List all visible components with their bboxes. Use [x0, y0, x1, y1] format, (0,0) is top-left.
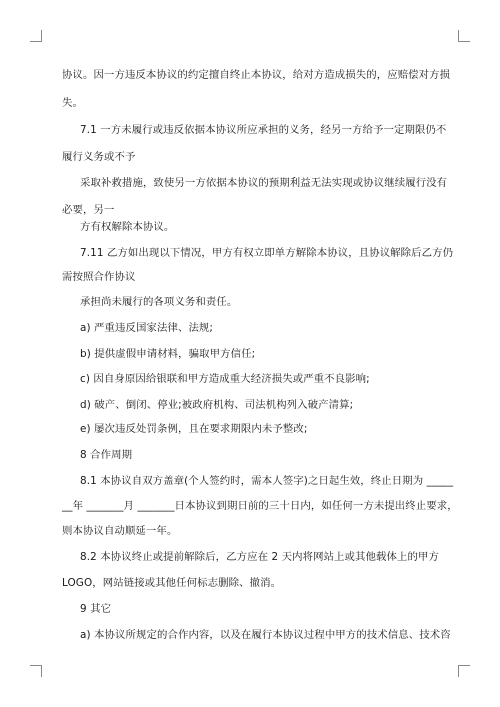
text-line: 7.11 乙方如出现以下情况，甲方有权立即单方解除本协议，且协议解除后乙方仍 [80, 247, 454, 259]
text-line: a) 本协议所规定的合作内容，以及在履行本协议过程中甲方的技术信息、技术咨 [80, 629, 451, 641]
text-line: a) 严重违反国家法律、法规; [80, 322, 214, 334]
text-line: 8.1 本协议自双方盖章(个人签约时，需本人签字)之日起生效，终止日期为 _____ [80, 475, 454, 487]
text-line: d) 破产、倒闭、停业;被政府机构、司法机构列入破产清算; [80, 399, 354, 411]
text-line: 7.1 一方未履行或违反依据本协议所应承担的义务，经另一方给予一定期限仍不 [80, 124, 447, 136]
crop-mark-bottom-left [30, 665, 42, 677]
text-line: 方有权解除本协议。 [80, 221, 175, 233]
text-line: 承担尚未履行的各项义务和责任。 [80, 296, 238, 308]
text-line: LOGO，网站链接或其他任何标志删除、撤消。 [62, 577, 282, 589]
section-heading: 9 其它 [80, 603, 112, 615]
text-line: 8.2 本协议终止或提前解除后，乙方应在 2 天内将网站上或其他载体上的甲方 [80, 551, 439, 563]
crop-mark-top-right [458, 30, 470, 42]
text-line: 协议。因一方违反本协议的约定擅自终止本协议，给对方造成损失的，应赔偿对方损 [62, 69, 451, 81]
crop-mark-bottom-right [458, 665, 470, 677]
text-line: __年 _______月 _______日本协议到期日前的三十日内，如任何一方未提出终止要求， [62, 500, 458, 512]
text-line: b) 提供虚假申请材料，骗取甲方信任; [80, 348, 256, 360]
text-line: 则本协议自动顺延一年。 [62, 525, 178, 537]
crop-mark-top-left [30, 30, 42, 42]
text-line: 需按照合作协议 [62, 271, 136, 283]
text-line: 履行义务或不予 [62, 151, 136, 163]
text-line: 失。 [62, 97, 83, 109]
text-line: 必要，另一 [62, 204, 115, 216]
text-line: e) 屡次违反处罚条例，且在要求期限内未予整改; [80, 423, 308, 435]
text-line: c) 因自身原因给银联和甲方造成重大经济损失或严重不良影响; [80, 373, 370, 385]
text-line: 采取补救措施，致使另一方依据本协议的预期利益无法实现或协议继续履行没有 [80, 177, 448, 189]
section-heading: 8 合作周期 [80, 449, 133, 461]
